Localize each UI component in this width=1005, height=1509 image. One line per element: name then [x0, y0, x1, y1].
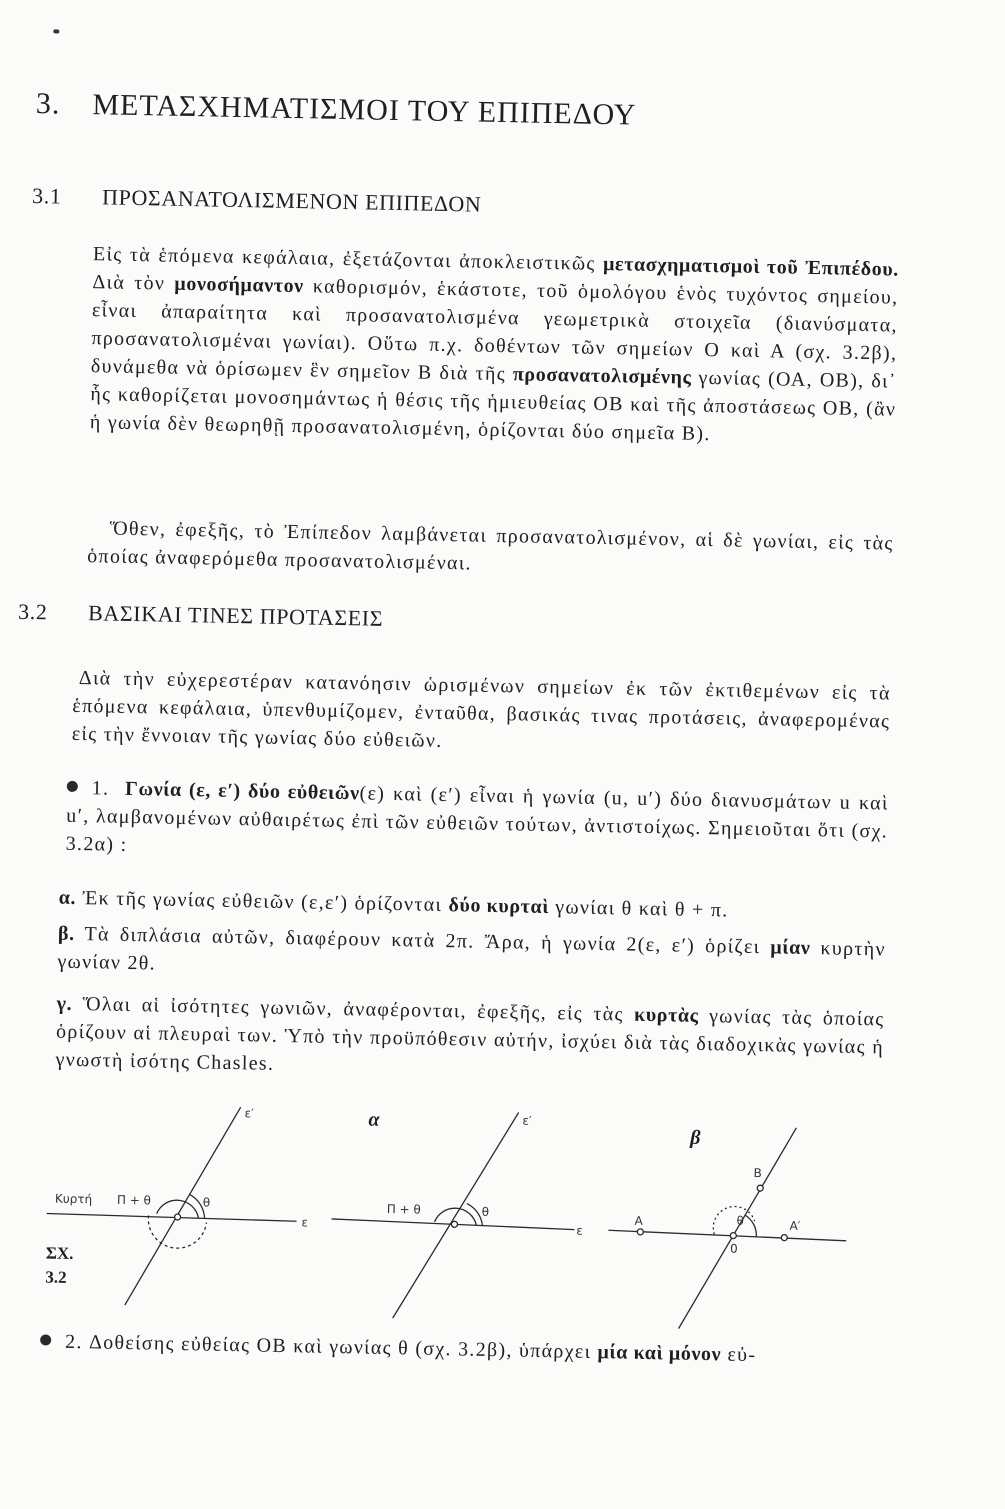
- bold-term: μονοσήμαντον: [174, 272, 304, 298]
- label-epsilon-prime: ε′: [522, 1113, 532, 1128]
- ink-mark: [53, 29, 59, 33]
- section-number: 3.1: [31, 183, 62, 209]
- item-label: α.: [58, 886, 77, 909]
- text-run: (ε) καὶ (ε′) εἶναι ἡ γωνία (u, u′) δύο διανυσμάτων u καὶ u′, λαμβανομένων αὐθαιρέτως ἐπὶ τῶν εὐθειῶν τούτων, ἀντιστοίχως. Σημειοῦται ὅτι (σχ. 3.2α) :: [65, 782, 889, 856]
- point-O: [730, 1233, 736, 1239]
- caption-line: ΣΧ.: [45, 1243, 74, 1263]
- text-run: Διὰ τὴν εὐχερεστέραν κατανόησιν ὡρισμένων σημείων ἐκ τῶν ἐκτιθεμένων εἰς τὰ ἑπόμενα κεφάλαια, ὑπενθυμίζομεν, ἐνταῦθα, βασικάς τινας προτάσεις, ἀναφερομένας εἰς τὴν ἔννοιαν τῆς γωνίας δύο εὐθειῶν.: [71, 666, 891, 752]
- proposition-1: [65, 774, 888, 874]
- label-theta: θ: [202, 1195, 211, 1210]
- text-run: Δοθείσης εὐθείας ΟΒ καὶ γωνίας θ (σχ. 3.2β), ὑπάρχει: [88, 1331, 598, 1364]
- text-run: Ὅλαι αἱ ἰσότητες γωνιῶν, ἀναφέρονται, ἐφεξῆς, εἰς τὰς: [82, 993, 635, 1026]
- line-OB: [679, 1126, 797, 1331]
- proposition-1-beta: [57, 920, 886, 992]
- label-pi-theta: Π + θ: [116, 1192, 152, 1208]
- text-run: γωνίας (ΟΑ, ΟΒ), δι᾽ ἧς καθορίζεται μονοσημάντως ἡ θέσις τῆς ἡμιευθείας ΟΒ καὶ τῆς ἀποστάσεως ΟΒ, (ἂν ἡ γωνία δὲν θεωρηθῇ προσανατολισμένη, ὁρίζονται δύο σημεῖα Β).: [89, 366, 897, 446]
- intersection-point: [451, 1221, 457, 1227]
- proposition-1-gamma: [55, 990, 884, 1090]
- label-A-prime: Α′: [789, 1218, 801, 1233]
- bold-term: δύο κυρταὶ: [448, 894, 550, 919]
- figure-caption: [45, 1241, 74, 1290]
- chapter-number: 3.: [35, 87, 61, 121]
- figure-3-2: [0, 1090, 984, 1349]
- label-O: 0: [729, 1241, 738, 1256]
- section-number: 3.2: [17, 598, 48, 625]
- bold-term: κυρτὰς: [633, 1003, 699, 1027]
- label-theta: θ: [481, 1204, 490, 1219]
- point-B: [757, 1185, 763, 1191]
- intersection-point: [175, 1214, 181, 1220]
- label-epsilon: ε: [576, 1223, 584, 1238]
- label-epsilon-prime: ε′: [244, 1106, 254, 1121]
- label-A: Α: [634, 1213, 643, 1228]
- item-number: 1.: [91, 777, 110, 800]
- line-epsilon: [47, 1213, 297, 1221]
- item-number: 2.: [64, 1330, 83, 1354]
- text-run: γωνίαι θ καὶ θ + π.: [548, 896, 729, 922]
- label-kyrti: Κυρτή: [54, 1191, 93, 1207]
- section-title: ΠΡΟΣΑΝΑΤΟΛΙΣΜΕΝΟΝ ΕΠΙΠΕΔΟΝ: [101, 184, 482, 217]
- chapter-title: ΜΕΤΑΣΧΗΜΑΤΙΣΜΟΙ ΤΟΥ ΕΠΙΠΕΔΟΥ: [92, 88, 637, 132]
- bold-term: μετασχηματισμοὶ τοῦ Ἐπιπέδου.: [602, 252, 900, 281]
- bold-term: προσανατολισμένης: [512, 363, 692, 389]
- section-title: ΒΑΣΙΚΑΙ ΤΙΝΕΣ ΠΡΟΤΑΣΕΙΣ: [87, 600, 384, 631]
- text-run: καθορισμόν, ἑκάστοτε, τοῦ ὁμολόγου ἑνὸς τυχόντος σημείου, εἶναι ἀπαραίτητα καὶ προσανατολισμένα γεωμετρικὰ στοιχεῖα (διανύσματα, προσανατολισμέναι γωνίαι). Οὕτω π.χ. δοθέντων τῶν σημείων Ο καὶ Α (σχ. 3.2β), δυνάμεθα νὰ ὁρίσωμεν ἓν σημεῖον Β διὰ τῆς: [90, 275, 899, 386]
- label-pi-theta: Π + θ: [386, 1202, 421, 1217]
- paragraph-oriented-plane: [90, 240, 900, 451]
- text-run: Διὰ τὸν: [92, 271, 175, 295]
- text-run: γωνίας τὰς ὁποίας ὁρίζουν αἱ πλευραὶ των. Ὑπὸ τὴν προϋπόθεσιν αὐτήν, ἰσχύει διὰ τὰς διαδοχικὰς γωνίας ἡ γνωστὴ ἰσότης Chasles.: [55, 1004, 885, 1075]
- text-run: Ὅθεν, ἐφεξῆς, τὸ Ἐπίπεδον λαμβάνεται προσανατολισμένον, αἱ δὲ γωνίαι, εἰς τὰς ὁποίας ἀναφερόμεθα προσανατολισμέναι.: [87, 517, 894, 575]
- label-epsilon: ε: [301, 1215, 309, 1230]
- bold-term: Γωνία (ε, ε′) δύο εὐθειῶν: [124, 777, 360, 805]
- paragraph-conclusion: [87, 514, 894, 585]
- bold-term: μία καὶ μόνον: [597, 1341, 722, 1366]
- caption-line: 3.2: [45, 1267, 67, 1287]
- text-run: κυρτὴν γωνίαν 2θ.: [57, 937, 887, 975]
- proposition-1-alpha: [58, 884, 886, 928]
- arc-theta: [744, 1215, 756, 1237]
- item-label: γ.: [56, 992, 73, 1015]
- bold-term: μίαν: [770, 936, 811, 960]
- text-run: εὐ-: [720, 1343, 757, 1367]
- arc-theta: [466, 1204, 482, 1226]
- bullet-icon: [67, 781, 78, 792]
- text-run: Τὰ διπλάσια αὐτῶν, διαφέρουν κατὰ 2π. Ἄρα, ἡ γωνία 2(ε, ε′) ὁρίζει: [84, 923, 771, 959]
- section-heading-3-1: [32, 183, 482, 218]
- figure-label-alpha: α: [368, 1108, 380, 1131]
- point-A: [637, 1229, 643, 1235]
- paragraph-intro: [72, 664, 891, 764]
- text-run: Ἐκ τῆς γωνίας εὐθειῶν (ε,ε′) ὁρίζονται: [82, 887, 449, 917]
- label-B: Β: [753, 1166, 762, 1181]
- item-label: β.: [57, 922, 75, 945]
- section-heading-3-2: [18, 599, 383, 632]
- figure-label-beta: β: [689, 1126, 701, 1150]
- text-run: Εἰς τὰ ἑπόμενα κεφάλαια, ἐξετάζονται ἀποκλειστικῶς: [92, 243, 604, 275]
- chapter-heading: [36, 87, 637, 133]
- label-theta: θ: [736, 1213, 745, 1228]
- bullet-icon: [40, 1334, 51, 1345]
- point-A-prime: [781, 1235, 787, 1241]
